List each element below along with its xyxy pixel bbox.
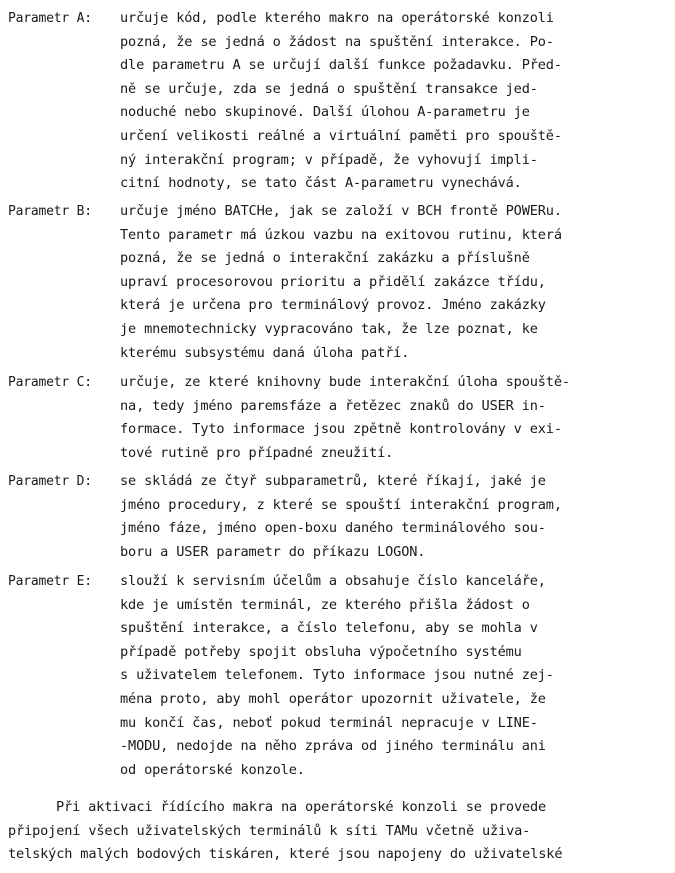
text-line: mu končí čas, neboť pokud terminál nepracuje v LINE- [120,714,538,731]
text-line: jméno fáze, jméno open-boxu daného terminálového sou- [120,520,546,537]
text-line: kterému subsystému daná úloha patří. [120,344,410,361]
text-line: určení velikosti reálné a virtuální paměti pro spouště- [120,127,562,144]
parameter-a-label: Parametr A: [8,11,92,26]
text-line: telských malých bodových tiskáren, které jsou napojeny do uživatelské [8,846,563,863]
parameter-b-description [120,200,660,365]
text-line: Tento parametr má úzkou vazbu na exitovou rutinu, která [120,226,562,243]
text-line: formace. Tyto informace jsou zpětně kontrolovány v exi- [120,421,562,438]
text-line: s uživatelem telefonem. Tyto informace jsou nutné zej- [120,667,554,684]
text-line: od operátorské konzole. [120,761,305,778]
text-line: boru a USER parametr do příkazu LOGON. [120,543,426,560]
parameter-e-description [120,570,660,782]
text-line: kde je umístěn terminál, ze kterého přišla žádost o [120,596,530,613]
text-line: na, tedy jméno paremsfáze a řetězec znaků do USER in- [120,397,546,414]
text-line: citní hodnoty, se tato část A-parametru vynechává. [120,175,522,192]
parameter-d-description [120,470,660,564]
parameter-c-description [120,371,660,465]
text-line: -MODU, nedojde na něho zpráva od jiného terminálu ani [120,738,546,755]
text-line: určuje, ze které knihovny bude interakční úloha spouště- [120,374,570,390]
text-line: upraví procesorovou prioritu a přidělí zakázce třídu, [120,273,546,290]
text-line: Při aktivaci řídícího makra na operátorské konzoli se provede [56,799,547,815]
parameter-a-description [120,7,660,196]
text-line: pozná, že se jedná o žádost na spuštění interakce. Po- [120,33,554,50]
closing-paragraph [8,796,668,867]
text-line: určuje kód, podle kterého makro na operátorské konzoli [120,10,554,26]
text-line: je mnemotechnicky vypracováno tak, že lze poznat, ke [120,320,538,337]
text-line: noduché nebo skupinové. Další úlohou A-parametru je [120,104,530,121]
text-line: připojení všech uživatelských terminálů k síti TAMu včetně uživa- [8,822,531,839]
parameter-c-label: Parametr C: [8,375,92,390]
text-line: dle parametru A se určují další funkce požadavku. Před- [120,57,562,74]
text-line: se skládá ze čtyř subparametrů, které říkají, jaké je [120,473,546,489]
text-line: ný interakční program; v případě, že vyhovují impli- [120,151,538,168]
parameter-d-label: Parametr D: [8,474,92,489]
text-line: ně se určuje, zda se jedná o spuštění transakce jed- [120,80,538,97]
text-line: spuštění interakce, a číslo telefonu, aby se mohla v [120,620,538,637]
text-line: případě potřeby spojit obsluha výpočetního systému [120,643,522,660]
text-line: tové rutině pro případné zneužití. [120,444,394,461]
text-line: jméno procedury, z které se spouští interakční program, [120,496,562,513]
text-line: pozná, že se jedná o interakční zakázku a příslušně [120,250,530,267]
parameter-b-label: Parametr B: [8,204,92,219]
text-line: slouží k servisním účelům a obsahuje číslo kanceláře, [120,573,546,589]
text-line: která je určena pro terminálový provoz. Jméno zakázky [120,297,546,314]
text-line: určuje jméno BATCHe, jak se založí v BCH frontě POWERu. [120,203,562,219]
parameter-e-label: Parametr E: [8,574,92,589]
text-line: ména proto, aby mohl operátor upozornit uživatele, že [120,690,546,707]
